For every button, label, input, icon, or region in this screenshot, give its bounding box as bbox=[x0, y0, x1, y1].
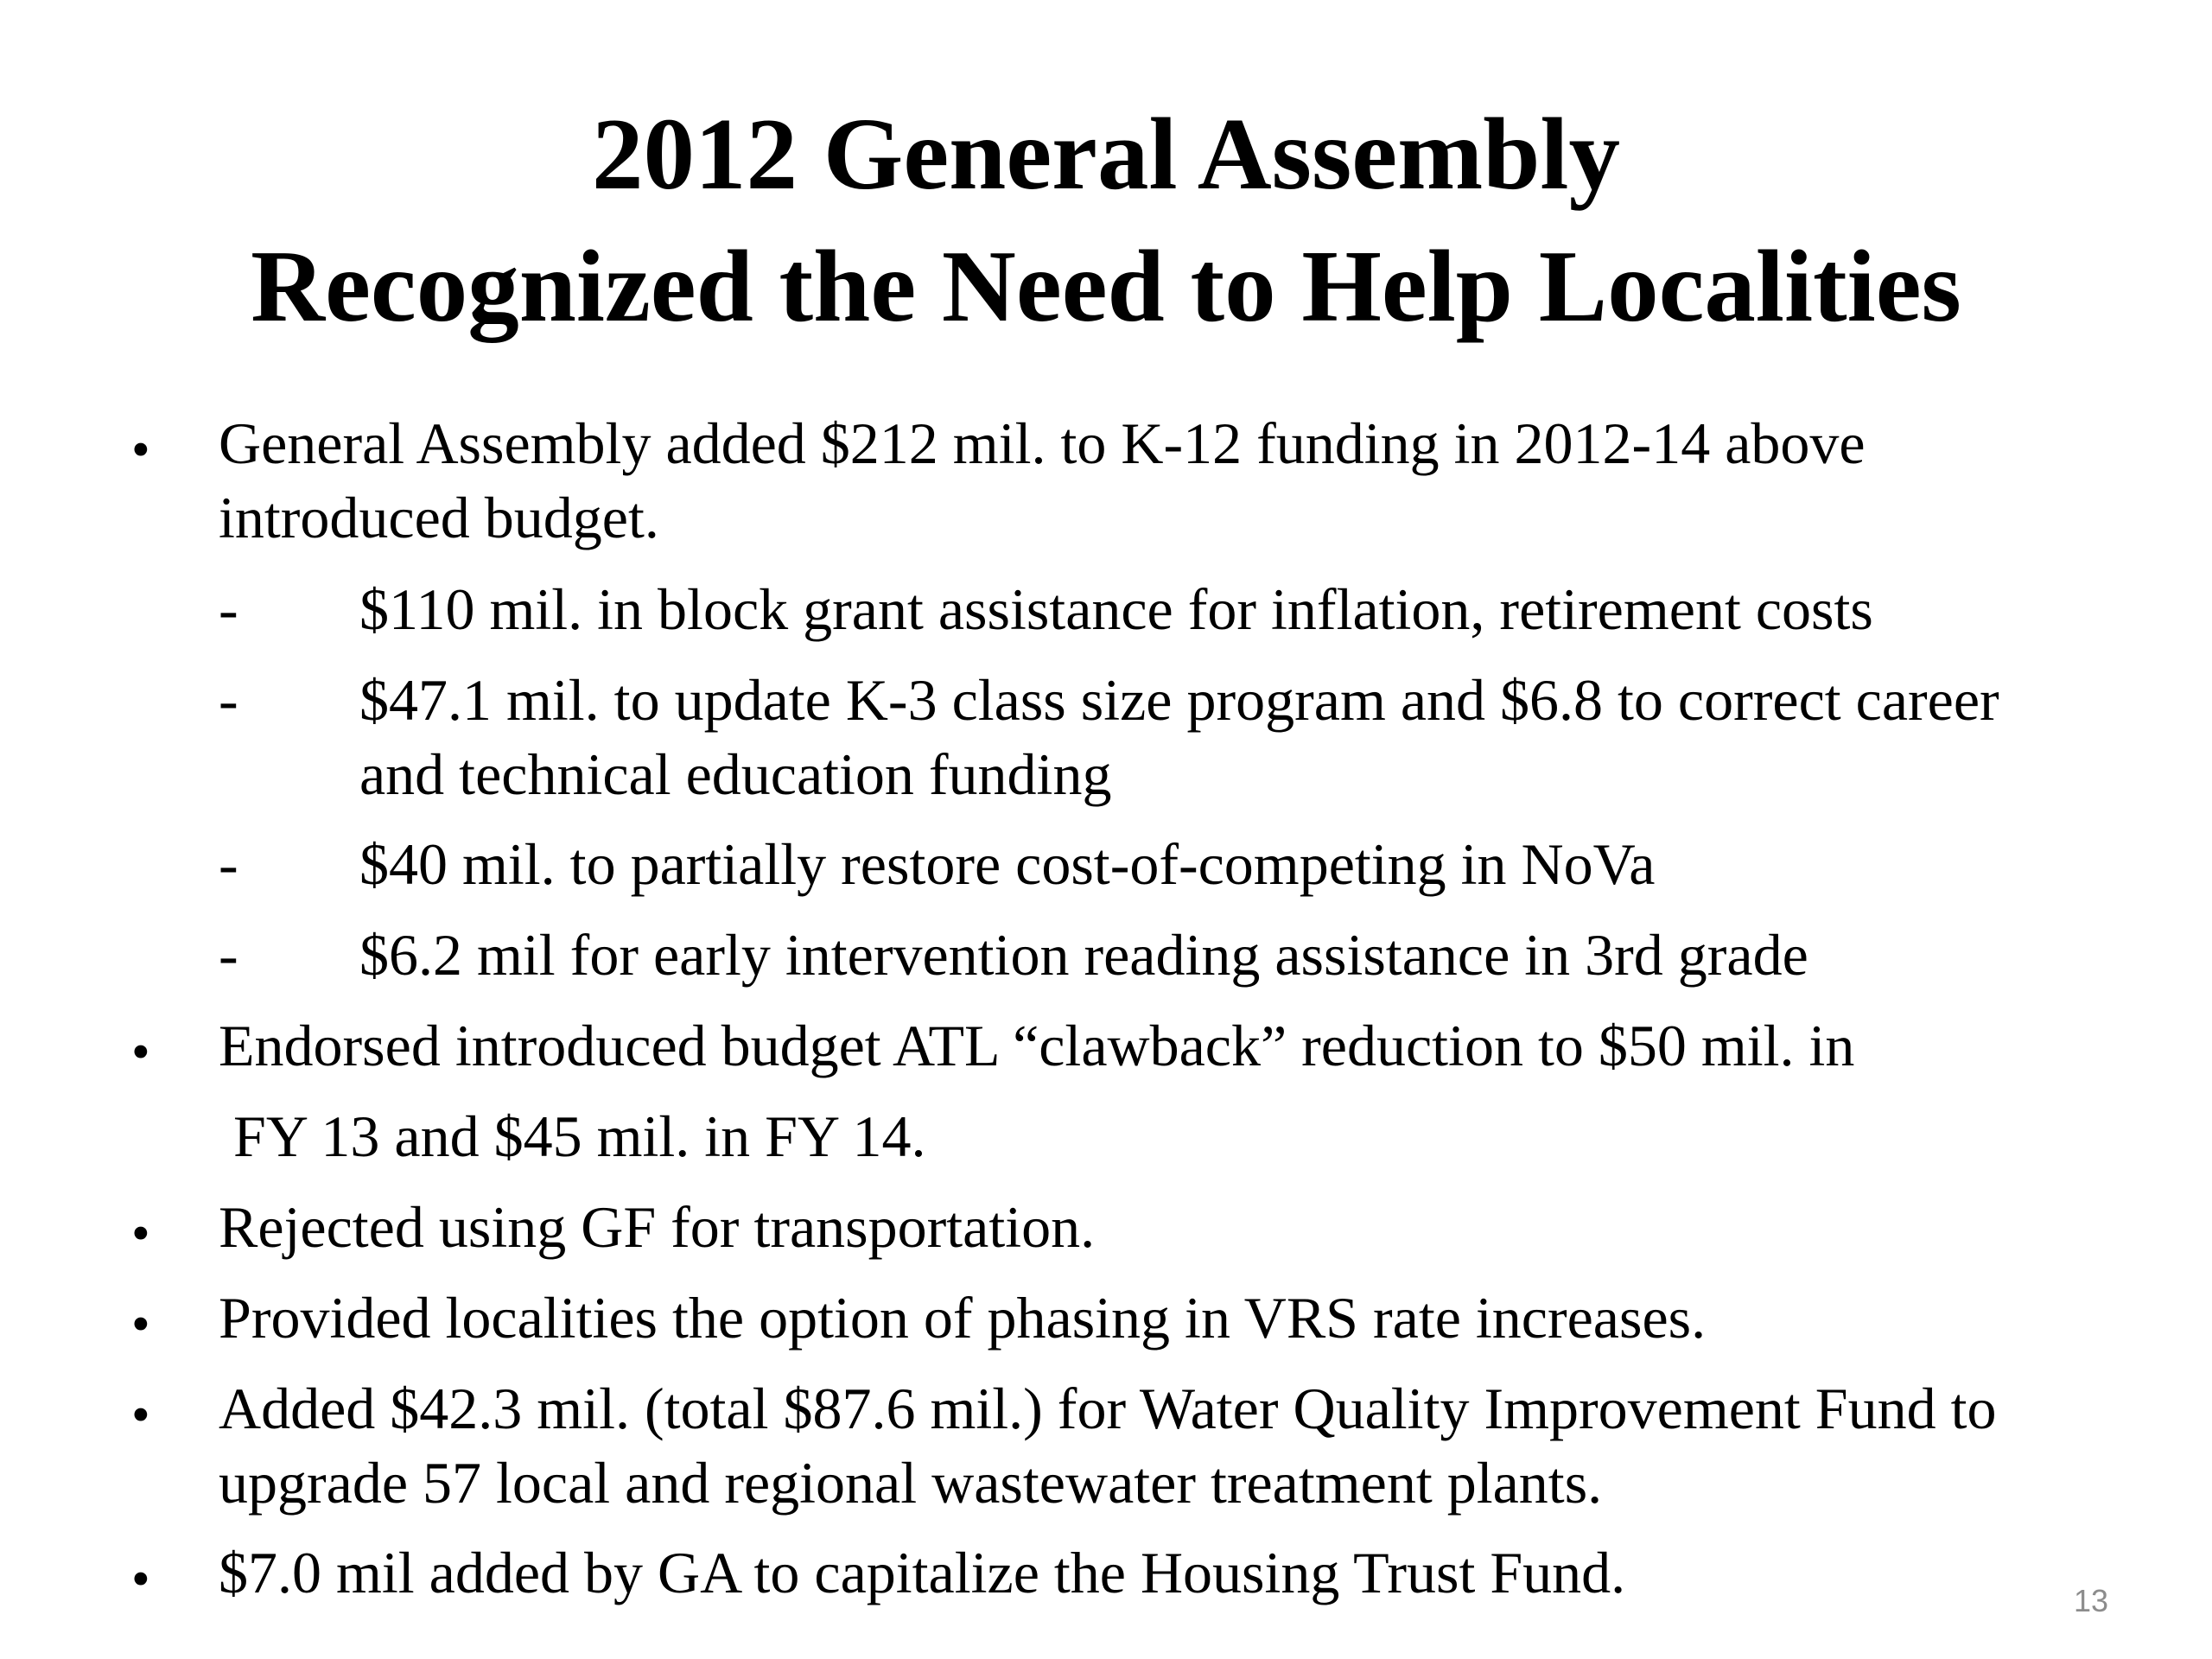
slide-title-line-1: 2012 General Assembly bbox=[592, 97, 1620, 211]
bullet-item-text: Rejected using GF for transportation. bbox=[219, 1194, 1096, 1260]
bullet-marker: • bbox=[131, 1205, 150, 1263]
sub-item-text: $6.2 mil for early intervention reading assistance in 3rd grade bbox=[359, 922, 1808, 988]
bullet-item-text: introduced budget. bbox=[219, 485, 659, 550]
sub-item-text: $40 mil. to partially restore cost-of-competing in NoVa bbox=[359, 831, 1656, 897]
bullet-marker: • bbox=[131, 421, 150, 480]
page-number: 13 bbox=[2073, 1583, 2108, 1618]
dash-marker: - bbox=[219, 831, 238, 897]
bullet-item-text: $7.0 mil added by GA to capitalize the Housing Trust Fund. bbox=[219, 1540, 1626, 1605]
bullet-item-text: upgrade 57 local and regional wastewater treatment plants. bbox=[219, 1450, 1603, 1516]
bullet-item-text: FY 13 and $45 mil. in FY 14. bbox=[233, 1103, 926, 1169]
slide-title-line-2: Recognized the Need to Help Localities bbox=[251, 229, 1961, 343]
bullet-item-text: Added $42.3 mil. (total $87.6 mil.) for Water Quality Improvement Fund to bbox=[219, 1376, 1997, 1441]
bullet-marker: • bbox=[131, 1386, 150, 1445]
dash-marker: - bbox=[219, 667, 238, 733]
bullet-item-text: Endorsed introduced budget ATL “clawback” reduction to $50 mil. in bbox=[219, 1013, 1855, 1078]
sub-item-text: and technical education funding bbox=[359, 741, 1112, 807]
bullet-marker: • bbox=[131, 1023, 150, 1082]
sub-item-text: $47.1 mil. to update K-3 class size program and $6.8 to correct career bbox=[359, 667, 1999, 733]
bullet-item-text: General Assembly added $212 mil. to K-12 funding in 2012-14 above bbox=[219, 410, 1866, 476]
dash-marker: - bbox=[219, 576, 238, 642]
sub-item-text: $110 mil. in block grant assistance for inflation, retirement costs bbox=[359, 576, 1873, 642]
bullet-item-text: Provided localities the option of phasing in VRS rate increases. bbox=[219, 1285, 1707, 1351]
bullet-marker: • bbox=[131, 1295, 150, 1354]
dash-marker: - bbox=[219, 922, 238, 988]
bullet-marker: • bbox=[131, 1550, 150, 1609]
